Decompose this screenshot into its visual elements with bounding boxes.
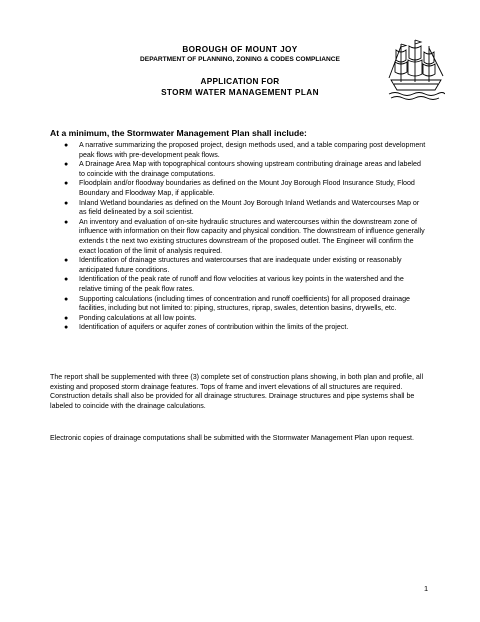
list-item-text: Identification of drainage structures and watercourses that are inadequate under existing or reasonably anticipated future conditions. [79, 256, 402, 274]
list-item [50, 295, 426, 314]
list-item-text: Floodplain and/or floodway boundaries as defined on the Mount Joy Borough Flood Insurance Study, Flood Boundary and Floodway Map, if applicable. [79, 179, 415, 197]
bullet-icon: ● [64, 295, 69, 303]
list-item-text: A Drainage Area Map with topographical contours showing upstream contributing drainage areas and labeled to coincide with the drainage computations. [79, 160, 421, 178]
sailing-ship-icon [387, 38, 445, 104]
bullet-icon: ● [64, 276, 69, 284]
list-item [50, 275, 426, 294]
list-item [50, 256, 426, 275]
list-item [50, 199, 426, 218]
borough-title: BOROUGH OF MOUNT JOY [182, 45, 298, 54]
application-title-line2: STORM WATER MANAGEMENT PLAN [161, 88, 319, 97]
list-item [50, 141, 426, 160]
list-item-text: Inland Wetland boundaries as defined on the Mount Joy Borough Inland Wetlands and Watercourses Map or as field delineated by a soil scientist. [79, 198, 420, 217]
page-number: 1 [424, 584, 429, 593]
list-item-text: Supporting calculations (including times of concentration and runoff coefficients) for all proposed drainage facilities, including but not limited to: piping, structures, riprap, swales, detention basins, drywells, etc. [79, 294, 410, 313]
report-supplement-paragraph: The report shall be supplemented with three (3) complete set of construction plans showing, in both plan and profile, all existing and proposed storm drainage features. Tops of frame and invert elevations of all structures are required. Construction details shall also be provided for all drainage structures. Drainage structures and pipe systems shall be labeled to coincide with the drainage calculations. [50, 373, 424, 410]
list-item [50, 314, 426, 324]
list-item [50, 218, 426, 256]
bullet-icon: ● [64, 218, 69, 226]
requirements-list [50, 141, 426, 333]
bullet-icon: ● [64, 180, 69, 188]
bullet-icon: ● [64, 199, 69, 207]
bullet-icon: ● [64, 257, 69, 265]
list-item-text: An inventory and evaluation of on-site hydraulic structures and watercourses within the downstream zone of influence with information on their flow capacity and physical condition. The downstream of influence generally extends t the next two existing structures downstream of the proposed outlet. The Engineer will confirm the exact location of the limit of analysis required. [79, 217, 425, 255]
bullet-icon: ● [64, 314, 69, 322]
list-item [50, 323, 426, 333]
bullet-icon: ● [64, 161, 69, 169]
list-item [50, 179, 426, 198]
electronic-copies-paragraph: Electronic copies of drainage computations shall be submitted with the Stormwater Management Plan upon request. [50, 434, 414, 442]
application-title-line1: APPLICATION FOR [200, 77, 280, 86]
bullet-icon: ● [64, 324, 69, 332]
list-item-text: Identification of aquifers or aquifer zones of contribution within the limits of the project. [79, 323, 349, 332]
bullet-icon: ● [64, 142, 69, 149]
intro-heading: At a minimum, the Stormwater Management Plan shall include: [50, 128, 307, 138]
department-title: DEPARTMENT OF PLANNING, ZONING & CODES COMPLIANCE [140, 56, 340, 63]
list-item-text: Ponding calculations at all low points. [79, 313, 197, 322]
list-item-text: A narrative summarizing the proposed project, design methods used, and a table comparing post development peak flows with pre-development peak flows. [79, 141, 426, 159]
list-item [50, 160, 426, 179]
list-item-text: Identification of the peak rate of runoff and flow velocities at various key points in the watershed and the relative timing of the peak flow rates. [79, 275, 404, 293]
